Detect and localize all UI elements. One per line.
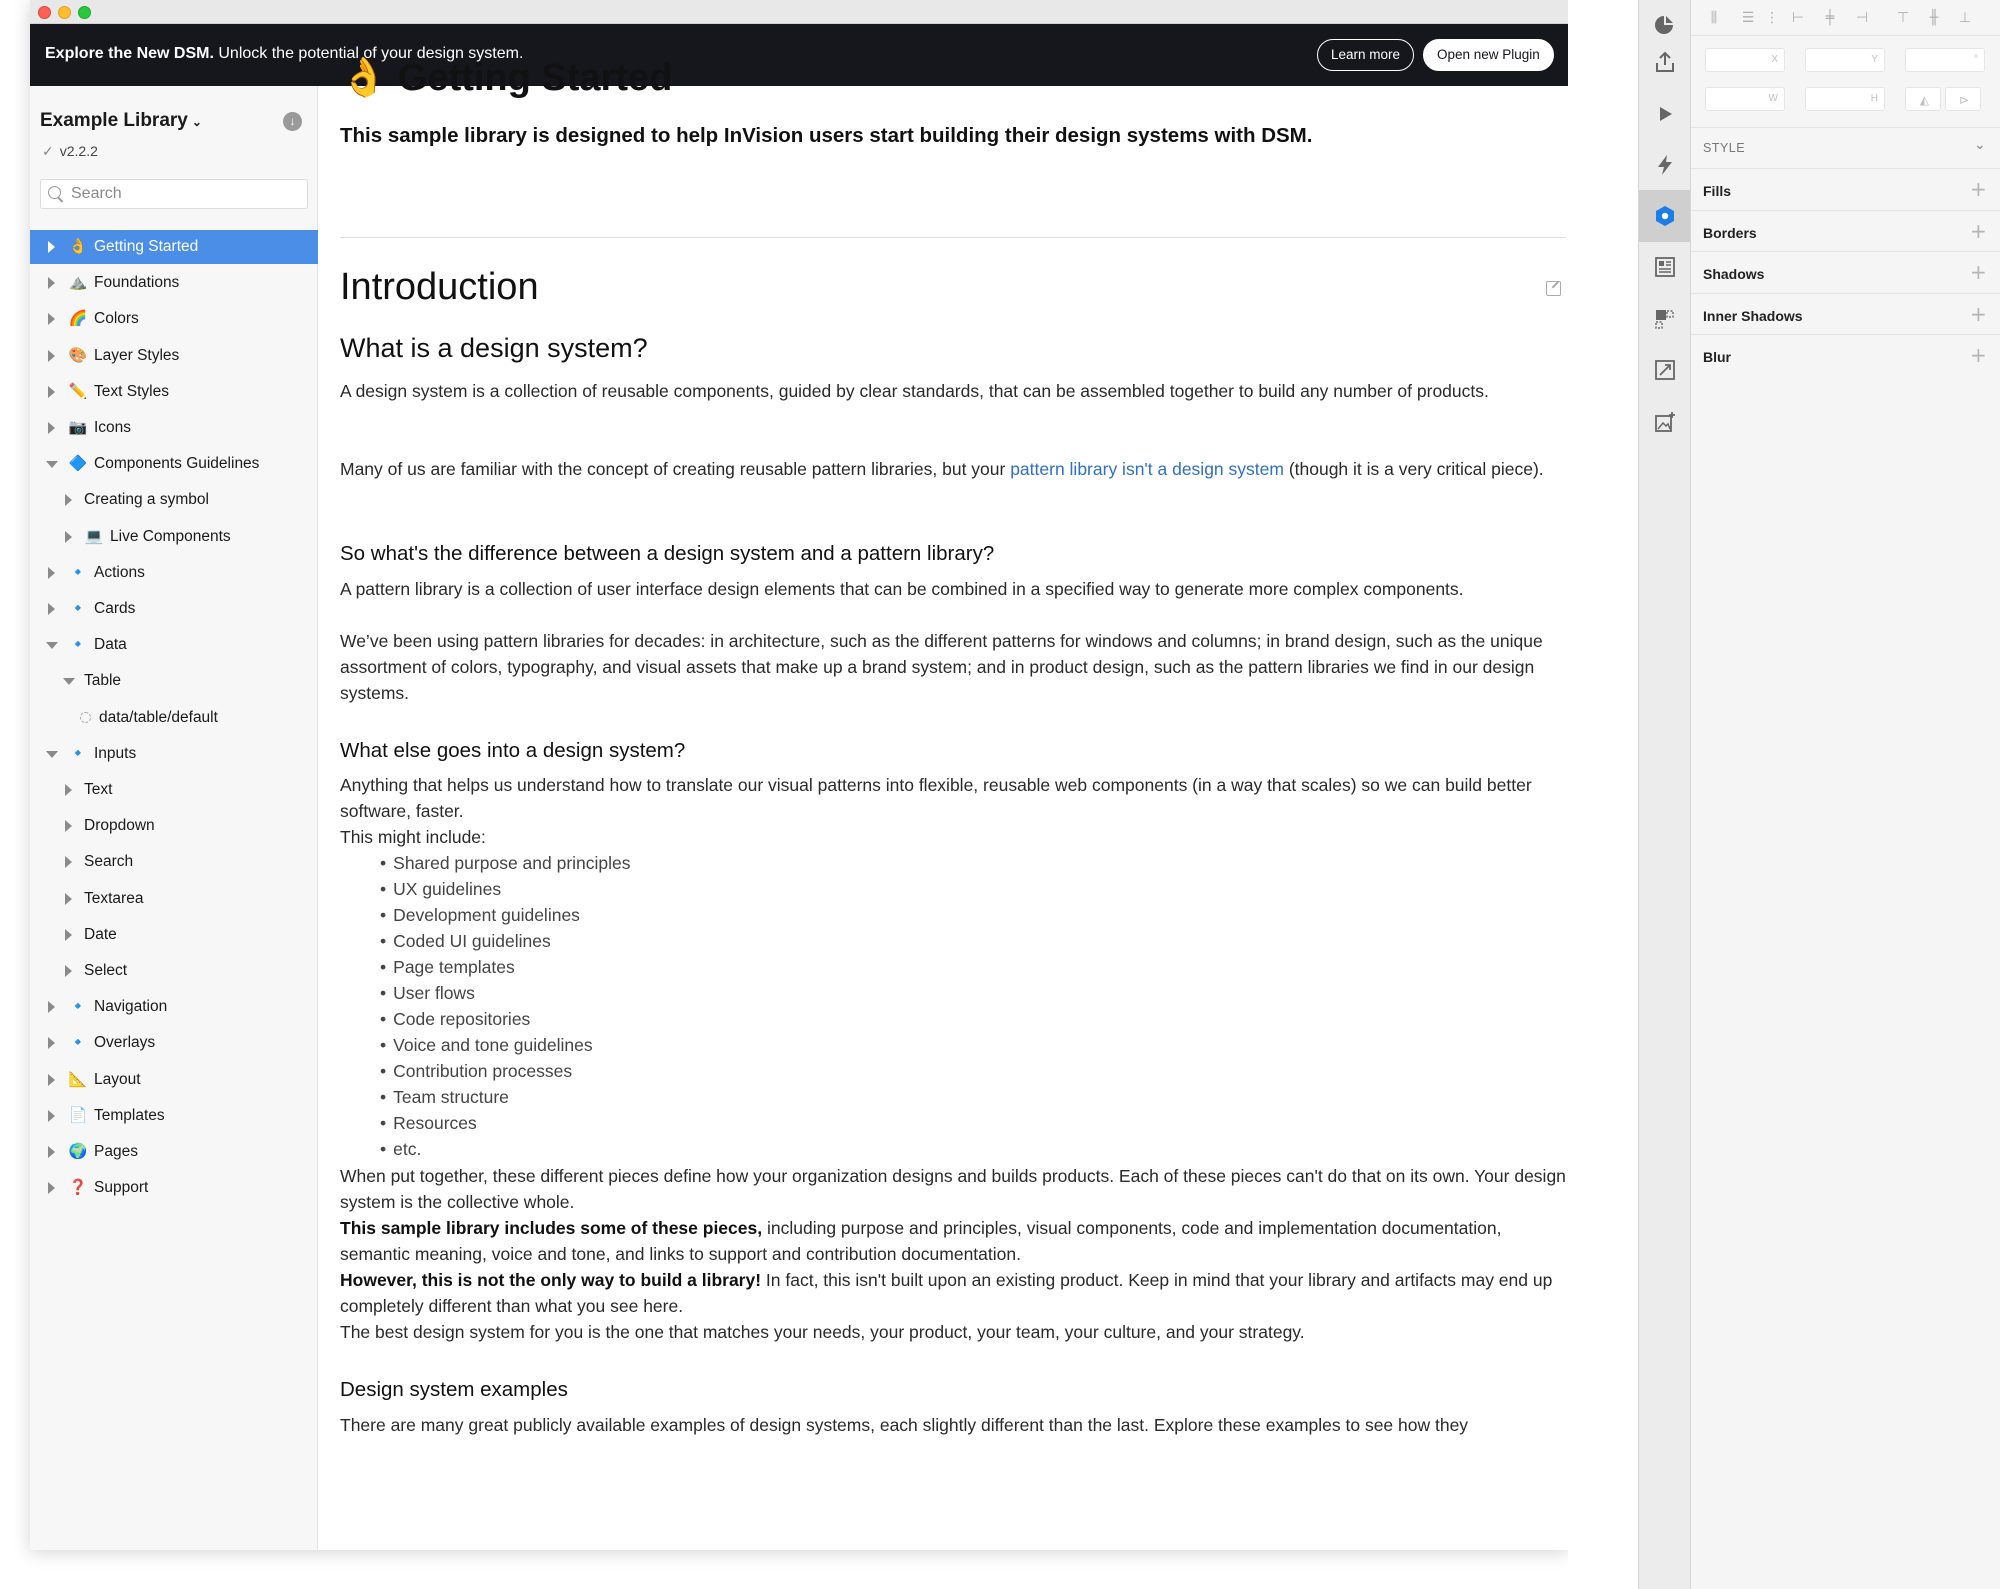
align-right-icon[interactable]: ⊣ <box>1855 10 1869 26</box>
y-field[interactable]: Y <box>1805 48 1885 72</box>
sidebar-item[interactable] <box>30 1099 318 1133</box>
what-is-heading: What is a design system? <box>340 333 648 363</box>
paragraph: This might include: <box>340 827 486 847</box>
sidebar-item-label: Actions <box>94 563 145 581</box>
sidebar-item[interactable] <box>30 990 318 1024</box>
library-switcher[interactable]: Example Library ⌄ <box>40 110 202 131</box>
chevron-down-icon: ⌄ <box>191 115 202 129</box>
caret-right-icon[interactable] <box>65 893 72 905</box>
item-emoji-icon: 🔹 <box>68 563 88 581</box>
sidebar-item[interactable] <box>30 447 318 481</box>
sidebar-item-label: Templates <box>94 1106 165 1124</box>
components-icon[interactable] <box>1639 190 1690 242</box>
item-emoji-icon: 📄 <box>68 1106 88 1124</box>
sidebar-item-label: Foundations <box>94 274 180 292</box>
item-emoji-icon: 💻 <box>84 527 104 545</box>
more-icon[interactable]: ⋮ <box>1765 10 1779 26</box>
geometry-fields <box>1691 36 2000 128</box>
introduction-heading: Introduction <box>340 266 539 308</box>
height-field[interactable]: H <box>1805 87 1885 111</box>
content-area <box>318 57 1568 1550</box>
item-emoji-icon: 🔹 <box>68 600 88 617</box>
sidebar-item-label: Textarea <box>84 889 144 907</box>
sidebar-item[interactable] <box>30 411 318 445</box>
align-left-icon[interactable]: ⊢ <box>1791 10 1805 26</box>
sidebar-item-label: Support <box>94 1179 149 1197</box>
caret-down-icon[interactable] <box>46 642 58 649</box>
caret-right-icon[interactable] <box>48 1182 55 1194</box>
align-middle-icon[interactable]: ╫ <box>1929 10 1939 26</box>
list-item: • etc. <box>380 1136 631 1162</box>
item-emoji-icon: 🔹 <box>68 636 88 654</box>
banner-message: Explore the New DSM. Unlock the potential of your design system. <box>45 45 524 62</box>
x-field[interactable]: X <box>1705 48 1785 72</box>
style-section-label: Shadows <box>1703 266 1765 282</box>
list-item: • UX guidelines <box>380 876 631 902</box>
style-section-label: Blur <box>1703 349 1731 365</box>
search-icon <box>48 186 61 199</box>
paragraph: The best design system for you is the one that matches your needs, your product, your team, your culture, and your strategy. <box>340 1322 1305 1342</box>
play-icon[interactable] <box>1639 88 1690 140</box>
sidebar-item-label: Inputs <box>94 744 137 762</box>
sidebar-item[interactable] <box>30 882 318 916</box>
list-item: • Page templates <box>380 954 631 980</box>
check-icon: ✓ <box>42 143 54 159</box>
item-emoji-icon: 📐 <box>68 1070 88 1088</box>
external-link-icon[interactable] <box>1546 281 1561 296</box>
divider <box>340 237 1566 238</box>
item-emoji-icon: 👌 <box>68 238 88 255</box>
caret-right-icon[interactable] <box>48 567 55 579</box>
align-bottom-icon[interactable]: ⊥ <box>1958 10 1972 26</box>
distribute-horizontal-icon[interactable]: ⫼ <box>1710 10 1718 26</box>
sidebar-item-label: Search <box>84 853 134 871</box>
item-emoji-icon: ⛰️ <box>68 274 88 292</box>
library-sidebar <box>30 86 318 1550</box>
chevron-down-icon[interactable]: ⌄ <box>1974 136 1986 152</box>
examples-heading: Design system examples <box>340 1378 568 1401</box>
paragraph: We’ve been using pattern libraries for decades: in architecture, such as the different patterns for windows and columns; in brand design, such as the unique assortment of colors, typography, and visual assets that make up a brand system; and in product design, such as the pattern libraries we find in our design systems. <box>340 631 1543 703</box>
export-icon[interactable] <box>1639 36 1690 88</box>
sidebar-item[interactable] <box>30 664 318 698</box>
list-item: • Coded UI guidelines <box>380 928 631 954</box>
caret-right-icon[interactable] <box>48 603 55 615</box>
sidebar-item[interactable] <box>30 339 318 373</box>
add-icon[interactable]: + <box>1970 260 1987 284</box>
sidebar-item[interactable] <box>30 628 318 662</box>
sidebar-item[interactable] <box>30 809 318 843</box>
caret-right-icon[interactable] <box>48 241 55 253</box>
sidebar-item-label: Components Guidelines <box>94 455 260 473</box>
caret-right-icon[interactable] <box>48 313 55 325</box>
list-item: • Voice and tone guidelines <box>380 1032 631 1058</box>
sidebar-item-label: Navigation <box>94 998 168 1016</box>
inspector-panel <box>1691 0 2000 1589</box>
style-section <box>1691 293 2000 335</box>
window-titlebar <box>30 0 1568 24</box>
sidebar-item-label: Date <box>84 925 117 943</box>
style-section <box>1691 168 2000 210</box>
list-item: • Development guidelines <box>380 902 631 928</box>
sidebar-item[interactable] <box>30 483 318 517</box>
list-item: • User flows <box>380 980 631 1006</box>
caret-right-icon[interactable] <box>65 531 72 543</box>
sidebar-item[interactable] <box>30 845 318 879</box>
caret-right-icon[interactable] <box>65 494 72 506</box>
caret-right-icon[interactable] <box>48 1001 55 1013</box>
caret-down-icon[interactable] <box>46 461 58 468</box>
caret-right-icon[interactable] <box>48 386 55 398</box>
sidebar-item-label: Text <box>84 781 113 798</box>
caret-right-icon[interactable] <box>48 350 55 362</box>
sidebar-item-label: Pages <box>94 1143 138 1160</box>
sidebar-item[interactable] <box>30 592 318 626</box>
style-section-label: Borders <box>1703 224 1757 241</box>
sidebar-item[interactable] <box>30 556 318 590</box>
caret-right-icon[interactable] <box>48 277 55 289</box>
sidebar-item[interactable] <box>30 1026 318 1060</box>
canvas-gap <box>1568 0 1638 1589</box>
caret-right-icon[interactable] <box>65 784 72 796</box>
caret-right-icon[interactable] <box>48 1146 55 1158</box>
item-emoji-icon: 🎨 <box>68 346 88 364</box>
caret-right-icon[interactable] <box>65 820 72 832</box>
add-icon[interactable]: + <box>1970 177 1987 201</box>
else-heading: What else goes into a design system? <box>340 739 686 762</box>
style-section <box>1691 251 2000 293</box>
sidebar-item-label: Cards <box>94 600 136 617</box>
caret-down-icon[interactable] <box>46 751 58 758</box>
paragraph: Anything that helps us understand how to translate our visual patterns into flexible, reusable web components (in a way that scales) so we can build better software, faster. <box>340 775 1532 821</box>
item-emoji-icon: 📷 <box>68 419 88 436</box>
caret-right-icon[interactable] <box>48 1037 55 1049</box>
page-title: 👌 Getting Started <box>340 57 673 99</box>
item-emoji-icon: ❓ <box>68 1179 88 1197</box>
sidebar-item-label: Icons <box>94 419 132 436</box>
list-item: • Code repositories <box>380 1006 631 1032</box>
open-new-plugin-button[interactable]: Open new Plugin <box>1423 39 1554 71</box>
download-icon[interactable]: ↓ <box>283 112 302 131</box>
item-emoji-icon: 🔹 <box>68 744 88 762</box>
lightning-icon[interactable] <box>1639 139 1690 191</box>
sidebar-item-label: Live Components <box>110 527 231 545</box>
caret-right-icon[interactable] <box>65 856 72 868</box>
item-emoji-icon: 🔹 <box>68 1034 88 1052</box>
library-version: ✓ v2.2.2 <box>42 143 98 159</box>
caret-right-icon[interactable] <box>65 965 72 977</box>
add-icon[interactable]: + <box>1970 343 1987 367</box>
zoom-window-button[interactable] <box>78 6 91 19</box>
sidebar-item[interactable] <box>30 375 318 409</box>
sidebar-item-label: Layout <box>94 1070 141 1088</box>
sidebar-item[interactable] <box>30 737 318 771</box>
caret-right-icon[interactable] <box>48 1074 55 1086</box>
sidebar-item-label: Dropdown <box>84 817 155 835</box>
close-window-button[interactable] <box>38 6 51 19</box>
item-emoji-icon: ✏️ <box>68 382 88 400</box>
sidebar-item[interactable] <box>30 230 318 264</box>
sidebar-item[interactable] <box>30 1063 318 1097</box>
promo-banner <box>30 24 1568 86</box>
flip-vertical-button[interactable]: ⊳ <box>1945 87 1981 111</box>
sidebar-item[interactable] <box>30 954 318 988</box>
sketch-plugin-toolbar <box>1638 0 1691 1589</box>
sidebar-item[interactable] <box>30 302 318 336</box>
sidebar-item[interactable] <box>30 701 318 735</box>
rotation-field[interactable]: ° <box>1905 48 1985 72</box>
sidebar-item-label: Colors <box>94 310 139 328</box>
sidebar-item-label: Layer Styles <box>94 346 180 364</box>
item-emoji-icon: 🔹 <box>68 998 88 1016</box>
add-icon[interactable]: + <box>1970 301 1987 326</box>
sidebar-item-label: Select <box>84 962 128 979</box>
component-icon <box>80 712 91 723</box>
symbol-swap-icon[interactable] <box>1639 293 1690 345</box>
caret-down-icon[interactable] <box>63 678 75 685</box>
sidebar-item[interactable] <box>30 773 318 807</box>
item-emoji-icon: 🌍 <box>68 1143 88 1160</box>
search-input[interactable] <box>71 183 301 205</box>
minimize-window-button[interactable] <box>58 6 71 19</box>
caret-right-icon[interactable] <box>48 1110 55 1122</box>
paragraph: Many of us are familiar with the concept of creating reusable pattern libraries, but your pattern library isn't a design system (though it is a very critical piece). <box>340 459 1544 479</box>
paragraph: A pattern library is a collection of user interface design elements that can be combined in a specified way to generate more complex components. <box>340 579 1464 599</box>
item-emoji-icon: 🌈 <box>68 310 88 328</box>
sidebar-item[interactable] <box>30 1135 318 1169</box>
sidebar-item-label: Overlays <box>94 1034 156 1052</box>
sidebar-item[interactable] <box>30 520 318 554</box>
paragraph: There are many great publicly available examples of design systems, each slightly different than the last. Explore these examples to see how they <box>340 1415 1469 1435</box>
width-field[interactable]: W <box>1705 87 1785 111</box>
sidebar-item-label: Data <box>94 636 127 654</box>
add-image-icon[interactable] <box>1639 396 1690 448</box>
distribute-vertical-icon[interactable]: ☰ <box>1741 10 1755 26</box>
sidebar-search <box>40 179 308 209</box>
style-section <box>1691 334 2000 376</box>
item-emoji-icon: 🔷 <box>68 455 88 473</box>
flip-horizontal-button[interactable]: ◭ <box>1905 87 1941 111</box>
style-section-label: Inner Shadows <box>1703 307 1803 324</box>
sidebar-item-label: Getting Started <box>94 238 199 255</box>
style-header: STYLE <box>1703 141 1746 155</box>
sidebar-item[interactable] <box>30 266 318 300</box>
style-section <box>1691 210 2000 252</box>
include-list <box>380 850 631 1162</box>
resize-artboard-icon[interactable] <box>1639 344 1690 396</box>
list-item: • Shared purpose and principles <box>380 850 631 876</box>
sidebar-item[interactable] <box>30 918 318 952</box>
caret-right-icon[interactable] <box>48 422 55 434</box>
learn-more-button[interactable]: Learn more <box>1317 39 1414 71</box>
caret-right-icon[interactable] <box>65 929 72 941</box>
layout-list-icon[interactable] <box>1639 241 1690 293</box>
sidebar-item-label: data/table/default <box>99 708 218 726</box>
page-lead: This sample library is designed to help InVision users start building their design systems with DSM. <box>340 124 1313 147</box>
style-section-label: Fills <box>1703 183 1732 199</box>
align-top-icon[interactable]: ⊤ <box>1896 10 1910 26</box>
add-icon[interactable]: + <box>1970 218 1987 243</box>
sidebar-item-label: Table <box>84 672 122 690</box>
list-item: • Team structure <box>380 1084 631 1110</box>
align-center-icon[interactable]: ╪ <box>1825 10 1835 26</box>
list-item: • Resources <box>380 1110 631 1136</box>
paragraph: A design system is a collection of reusable components, guided by clear standards, that can be assembled together to build any number of products. <box>340 381 1489 401</box>
pattern-library-link[interactable]: pattern library isn't a design system <box>1010 459 1284 479</box>
difference-heading: So what's the difference between a design system and a pattern library? <box>340 542 995 565</box>
paragraph: When put together, these different pieces define how your organization designs and builds products. Each of these pieces can't do that on its own. Your design system is the collective whole. <box>340 1166 1566 1212</box>
sidebar-item-label: Creating a symbol <box>84 491 209 509</box>
list-item: • Contribution processes <box>380 1058 631 1084</box>
dsm-window <box>30 0 1568 1550</box>
paragraph: However, this is not the only way to build a library! In fact, this isn't built upon an existing product. Keep in mind that your library and artifacts may end up completely different than what you see here. <box>340 1270 1553 1316</box>
alignment-toolbar <box>1691 0 2000 36</box>
sidebar-item-label: Text Styles <box>94 382 169 400</box>
paragraph: This sample library includes some of these pieces, including purpose and principles, visual components, code and implementation documentation, semantic meaning, voice and tone, and links to support and contribution documentation. <box>340 1218 1502 1264</box>
sidebar-item[interactable] <box>30 1171 318 1205</box>
